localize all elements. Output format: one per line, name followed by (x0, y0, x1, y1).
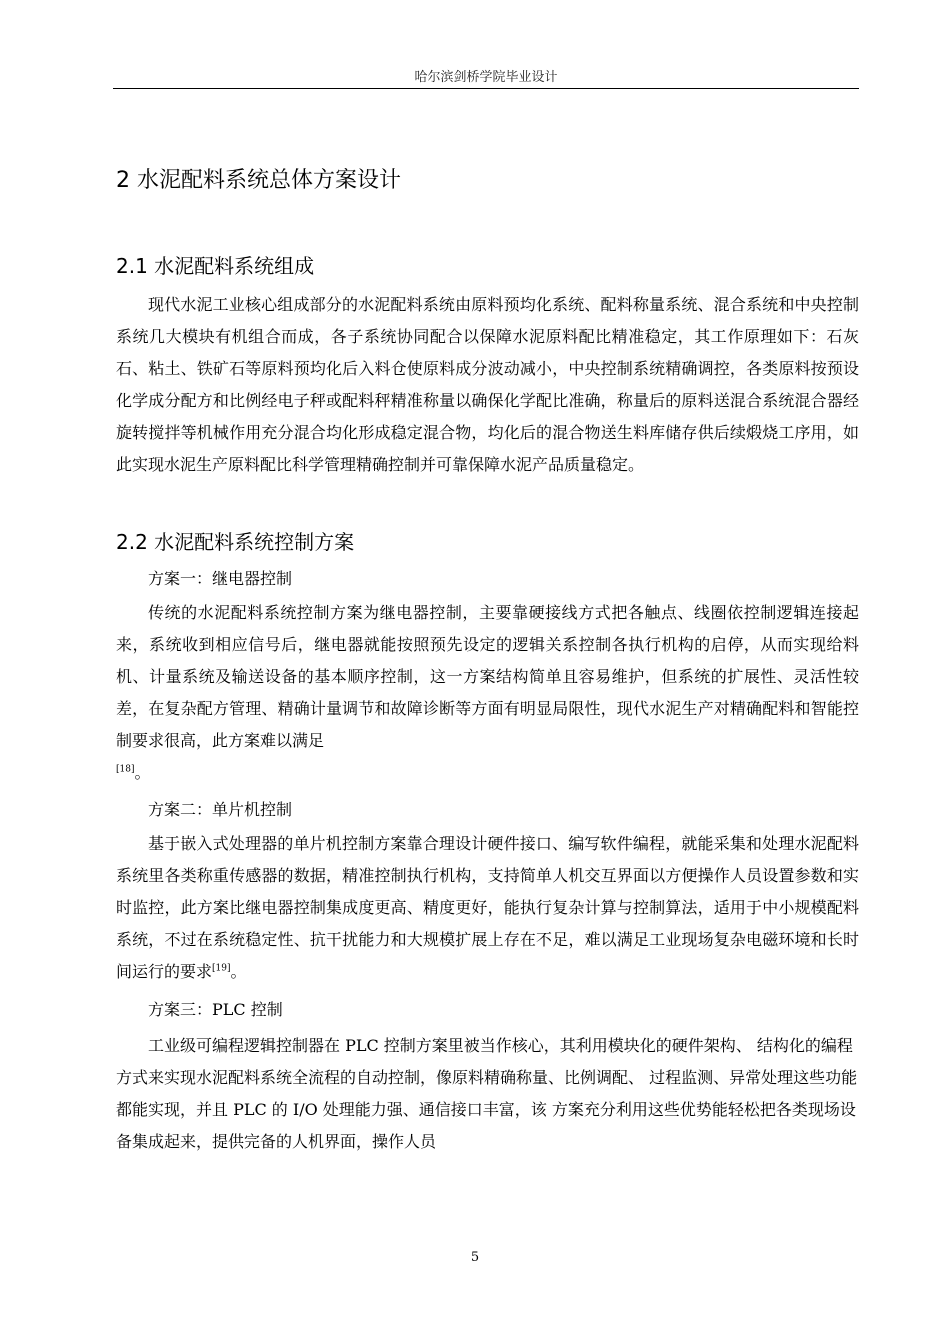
scheme1-end: 。 (134, 763, 151, 782)
scheme3-title: 方案三：PLC 控制 (148, 1000, 283, 1019)
scheme2-citation: [19] (212, 963, 231, 974)
section-heading-2-2: 2.2 水泥配料系统控制方案 (116, 530, 355, 554)
header-rule (113, 88, 859, 89)
chapter-title: 2 水泥配料系统总体方案设计 (116, 168, 401, 193)
scheme2-title: 方案二：单片机控制 (148, 800, 293, 819)
scheme3-paragraph: 工业级可编程逻辑控制器在 PLC 控制方案里被当作核心，其利用模块化的硬件架构、 结构化的编程方式来实现水泥配料系统全流程的自动控制，像原料精确称量、比例调配、 过程监测、异常处理这些功能都能实现，并且 PLC 的 I/O 处理能力强、通信接口丰富，该 方案充分利用这些优势能轻松把各类现场设备集成起来，提供完备的人机界面，操作人员 (116, 1036, 858, 1151)
scheme1-title: 方案一：继电器控制 (148, 569, 293, 588)
scheme1-body: 传统的水泥配料系统控制方案为继电器控制，主要靠硬接线方式把各触点、线圈依控制逻辑连接起来，系统收到相应信号后，继电器就能按照预先设定的逻辑关系控制各执行机构的启停，从而实现给料机、计量系统及输送设备的基本顺序控制，这一方案结构简单且容易维护，但系统的扩展性、灵活性较差，在复杂配方管理、精确计量调节和故障诊断等方面有明显局限性，现代水泥生产对精确配料和智能控制要求很高，此方案难以满足 (116, 603, 859, 750)
scheme2-paragraph (116, 828, 859, 988)
scheme1-citation: [18] (116, 764, 135, 775)
scheme2-end: 。 (230, 962, 247, 981)
page-number: 5 (470, 1250, 480, 1265)
page-header: 哈尔滨剑桥学院毕业设计 (414, 70, 558, 85)
section-2-1-paragraph: 现代水泥工业核心组成部分的水泥配料系统由原料预均化系统、配料称量系统、混合系统和中央控制系统几大模块有机组合而成，各子系统协同配合以保障水泥原料配比精准稳定，其工作原理如下：石灰石、粘土、铁矿石等原料预均化后入料仓使原料成分波动减小，中央控制系统精确调控，各类原料按预设化学成分配方和比例经电子秤或配料秤精准称量以确保化学配比准确，称量后的原料送混合系统混合器经旋转搅拌等机械作用充分混合均化形成稳定混合物，均化后的混合物送生料库储存供后续煅烧工序用，如此实现水泥生产原料配比科学管理精确控制并可靠保障水泥产品质量稳定。 (116, 295, 859, 474)
scheme2-body: 基于嵌入式处理器的单片机控制方案靠合理设计硬件接口、编写软件编程，就能采集和处理水泥配料系统里各类称重传感器的数据，精准控制执行机构，支持简单人机交互界面以方便操作人员设置参数和实时监控，此方案比继电器控制集成度更高、精度更好，能执行复杂计算与控制算法，适用于中小规模配料系统，不过在系统稳定性、抗干扰能力和大规模扩展上存在不足，难以满足工业现场复杂电磁环境和长时间运行的要求 (116, 834, 859, 981)
scheme1-paragraph (116, 597, 859, 789)
section-heading-2-1: 2.1 水泥配料系统组成 (116, 254, 315, 278)
